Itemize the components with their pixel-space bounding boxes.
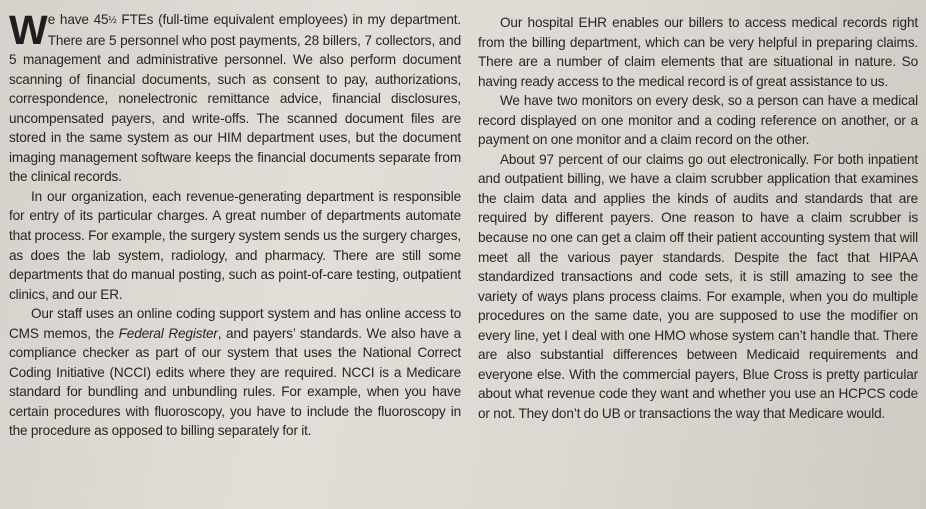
coding-text-rest: , and payers’ standards. We also have a compliance checker as part of our system that uses the National Correct Coding Initiative (NCCI) edits where they are required. NCCI is a Medicare standard for bundling and unbundling rules. For example, when you have certain procedures with fluoroscopy, you have to include the fluoroscopy in the procedure as opposed to billing separately for it. — [9, 325, 461, 439]
right-column — [478, 10, 918, 509]
paragraph-intro — [9, 7, 461, 187]
fraction-half: ½ — [108, 15, 117, 26]
paragraph-claims: About 97 percent of our claims go out electronically. For both inpatient and outpatient billing, we have a claim scrubber application that examines the claim data and applies the kinds of audits and standards that are required by different payers. One reason to have a claim scrubber is because no one can get a claim off their patient accounting system that will meet all the various payer standards. Despite the fact that HIPAA standardized transactions and code sets, it is still amazing to see the variety of ways plans process claims. For example, when you do multiple procedures on the same date, you are supposed to use the modifier on every line, yet I deal with one HMO whose system can’t handle that. There are also substantial differences between Medicaid requirements and everyone else. With the commercial payers, Blue Cross is pretty particular about what revenue code they want and whether you use an HCPCS code or not. They don’t do UB or transactions the way that Medicare would. — [478, 151, 918, 421]
intro-text-start: e have 45 — [47, 12, 109, 27]
federal-register-title: Federal Register — [118, 325, 218, 341]
drop-cap: W — [9, 7, 47, 53]
coding-text-start: Our staff uses an online coding support system and has online access to CMS memos, the — [9, 306, 461, 341]
left-column — [9, 7, 461, 509]
paragraph-monitors: We have two monitors on every desk, so a person can have a medical record displayed on one monitor and a coding reference on another, or a payment on one monitor and a claim record on the other. — [478, 93, 918, 148]
paragraph-charges: In our organization, each revenue-generating department is responsible for entry of its particular charges. A great number of departments automate that process. For example, the surgery system sends us the surgery charges, as does the lab system, radiology, and pharmacy. There are still some departments that do manual posting, such as point-of-care testing, outpatient clinics, and our ER. — [9, 188, 461, 302]
paragraph-ehr: Our hospital EHR enables our billers to access medical records right from the billing department, which can be very helpful in preparing claims. There are a number of claim elements that are situational in nature. So having ready access to the medical record is of great assistance to us. — [478, 15, 918, 89]
paragraph-coding — [9, 304, 461, 441]
intro-text-rest: FTEs (full-time equivalent employees) in my department. There are 5 personnel who post payments, 28 billers, 7 collectors, and 5 management and administrative personnel. We also perform document scanning of financial documents, such as consent to pay, authorizations, correspondence, nonelectronic remittance advice, financial disclosures, uncompensated payers, and write-offs. The scanned document files are stored in the same system as our HIM department uses, but the document imaging management software keeps the financial documents separate from the clinical records. — [9, 12, 461, 185]
